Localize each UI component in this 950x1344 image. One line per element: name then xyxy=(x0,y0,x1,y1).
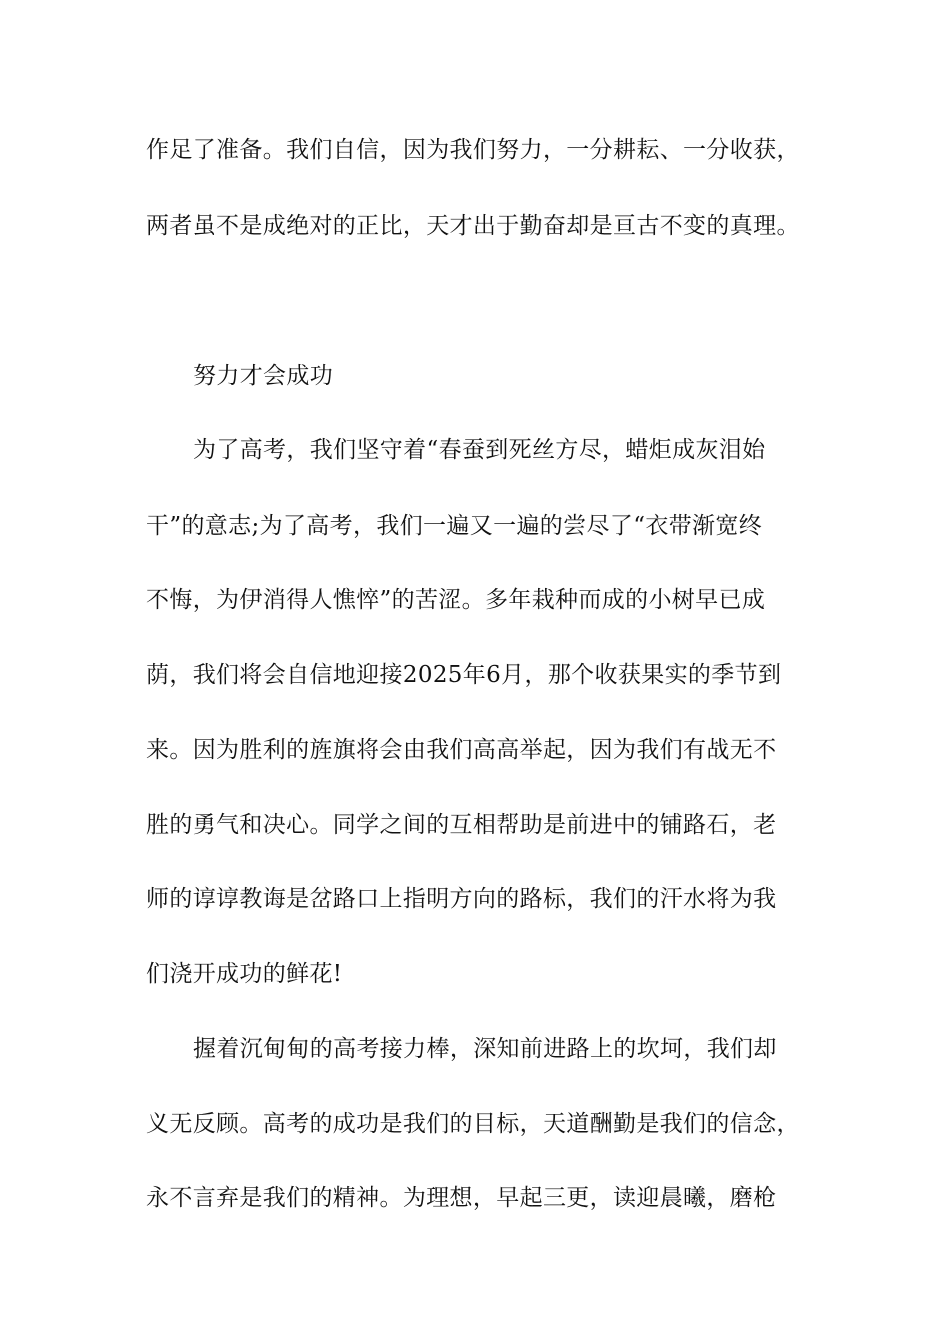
text-line: 胜的勇气和决心。同学之间的互相帮助是前进中的铺路石，老 xyxy=(146,812,777,838)
text-line: 们浇开成功的鲜花! xyxy=(146,961,343,987)
text-line: 握着沉甸甸的高考接力棒，深知前进路上的坎坷，我们却 xyxy=(193,1036,777,1062)
text-line: 为了高考，我们坚守着“春蚕到死丝方尽，蜡炬成灰泪始 xyxy=(193,437,766,463)
text-line: 义无反顾。高考的成功是我们的目标，天道酬勤是我们的信念， xyxy=(146,1111,800,1137)
text-line: 不悔，为伊消得人憔悴”的苦涩。多年栽种而成的小树早已成 xyxy=(146,587,766,613)
text-line: 两者虽不是成绝对的正比，天才出于勤奋却是亘古不变的真理。 xyxy=(146,213,800,239)
text-line: 来。因为胜利的旌旗将会由我们高高举起，因为我们有战无不 xyxy=(146,737,777,763)
text-line: 师的谆谆教诲是岔路口上指明方向的路标，我们的汗水将为我 xyxy=(146,886,777,912)
section-heading: 努力才会成功 xyxy=(193,363,334,389)
text-line: 永不言弃是我们的精神。为理想，早起三更，读迎晨曦，磨枪 xyxy=(146,1185,777,1211)
text-line: 干”的意志;为了高考，我们一遍又一遍的尝尽了“衣带渐宽终 xyxy=(146,513,763,539)
text-line: 荫，我们将会自信地迎接2025年6月，那个收获果实的季节到 xyxy=(146,662,782,688)
text-line: 作足了准备。我们自信，因为我们努力，一分耕耘、一分收获， xyxy=(146,137,800,163)
